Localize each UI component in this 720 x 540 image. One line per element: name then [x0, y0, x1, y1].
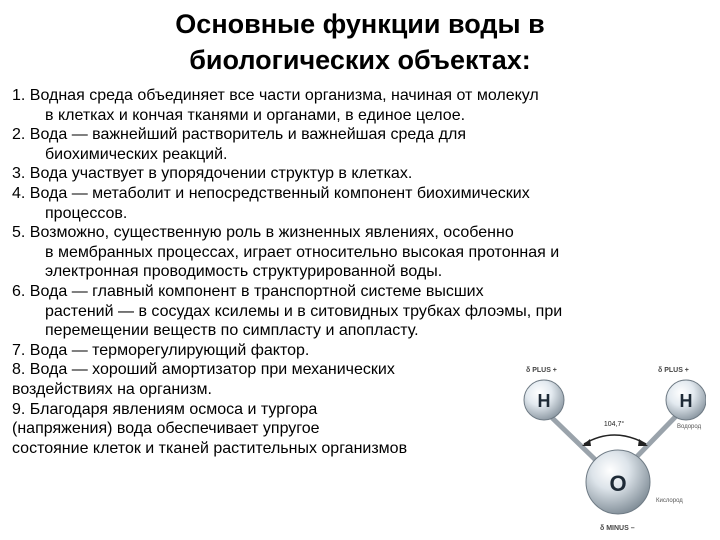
minus-label: δ MINUS –	[600, 525, 635, 532]
list-item-2: 2. Вода — важнейший растворитель и важнейшая среда для	[12, 126, 466, 144]
hydrogen-symbol-left: H	[537, 391, 551, 411]
title-line-1: Основные функции воды в	[175, 9, 545, 39]
list-item-3: 3. Вода участвует в упорядочении структур в клетках.	[12, 165, 413, 183]
water-molecule-diagram	[496, 362, 706, 534]
angle-arc	[584, 435, 646, 444]
list-item-5: 5. Возможно, существенную роль в жизненных явлениях, особенно	[12, 224, 514, 242]
list-item-1: 1. Водная среда объединяет все части организма, начиная от молекул	[12, 87, 539, 104]
title-line-2: биологических объектах:	[189, 45, 531, 75]
list-item-1-cont: в клетках и кончая тканями и органами, в единое целое.	[45, 106, 466, 124]
hydrogen-symbol-right: H	[679, 391, 693, 411]
list-item-2-cont: биохимических реакций.	[45, 145, 228, 163]
list-item-9-cont-1: (напряжения) вода обеспечивает упругое	[12, 420, 320, 438]
hydrogen-caption: Водород	[677, 424, 702, 430]
list-item-7: 7. Вода — терморегулирующий фактор.	[12, 341, 310, 359]
bond-angle-label: 104,7°	[603, 421, 625, 428]
list-item-5-cont-1: в мембранных процессах, играет относительно высокая протонная и	[45, 243, 560, 261]
plus-label-left: δ PLUS +	[526, 367, 557, 374]
list-item-8-cont: воздействиях на организм.	[12, 380, 212, 398]
list-item-4: 4. Вода — метаболит и непосредственный компонент биохимических	[12, 184, 530, 202]
list-item-6: 6. Вода — главный компонент в транспортной системе высших	[12, 282, 484, 300]
angle-arrow-right-icon	[638, 439, 648, 446]
list-item-5-cont-2: электронная проводимость структурированной воды.	[45, 263, 443, 281]
plus-label-right: δ PLUS +	[658, 367, 689, 374]
oxygen-caption: Кислород	[656, 498, 683, 504]
angle-arrow-left-icon	[582, 439, 591, 446]
list-item-9-cont-2: состояние клеток и тканей растительных организмов	[12, 439, 408, 457]
list-item-8: 8. Вода — хороший амортизатор при механических	[12, 361, 395, 379]
oxygen-symbol: O	[609, 471, 627, 496]
list-item-6-cont-2: перемещении веществ по симпласту и апопласту.	[45, 322, 419, 340]
list-item-6-cont-1: растений — в сосудах ксилемы и в ситовидных трубках флоэмы, при	[45, 302, 563, 320]
list-item-9: 9. Благодаря явлениям осмоса и тургора	[12, 400, 318, 418]
list-item-4-cont: процессов.	[45, 204, 128, 222]
page-title	[0, 6, 720, 78]
